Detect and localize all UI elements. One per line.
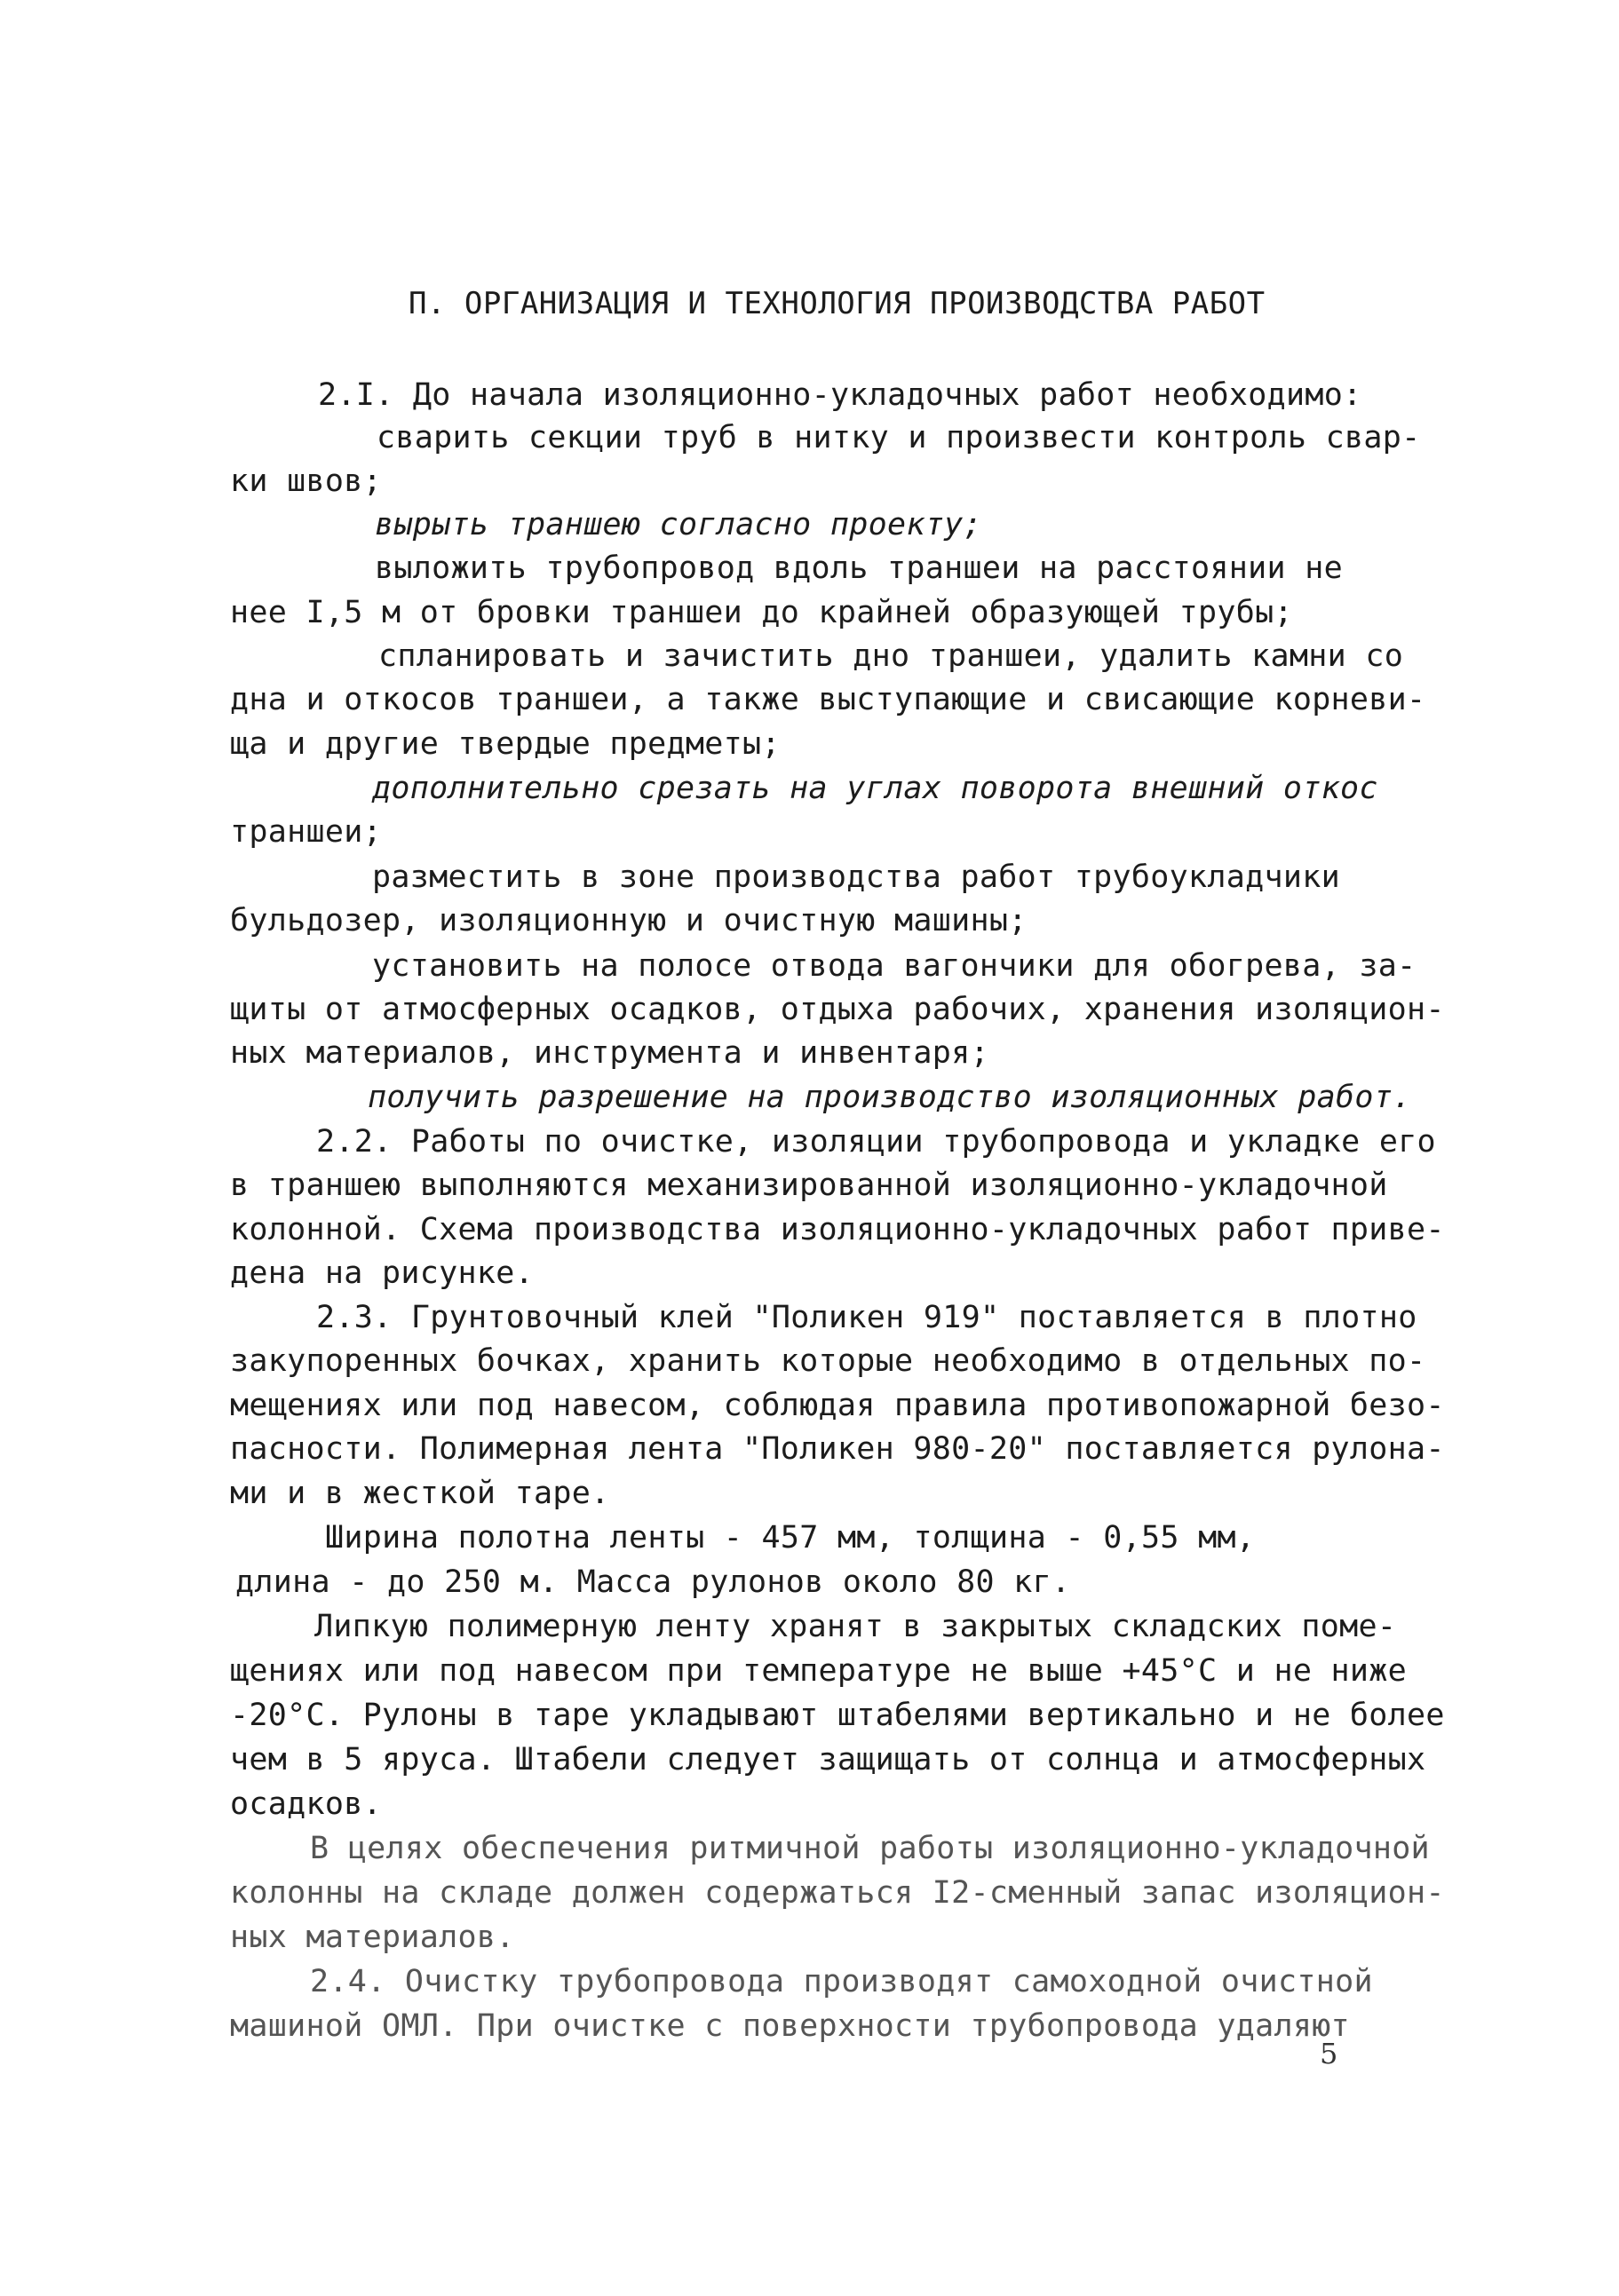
text-line: ки швов; <box>230 463 382 499</box>
text-line: щениях или под навесом при температуре не выше +45°С и не ниже <box>230 1653 1408 1689</box>
text-line: установить на полосе отвода вагончики для обогрева, за- <box>372 948 1417 984</box>
text-line: Ширина полотна ленты - 457 мм, толщина - 0,55 мм, <box>325 1520 1256 1556</box>
text-line: ми и в жесткой таре. <box>230 1476 610 1511</box>
text-line: ща и другие твердые предметы; <box>230 726 781 762</box>
text-line: 2.2. Работы по очистке, изоляции трубопровода и укладке его <box>316 1124 1436 1160</box>
page-number: 5 <box>1320 2037 1338 2070</box>
text-line: ных материалов, инструмента и инвентаря; <box>230 1035 989 1071</box>
text-line: машиной ОМЛ. При очистке с поверхности трубопровода удаляют <box>230 2008 1350 2044</box>
text-line: дена на рисунке. <box>230 1255 534 1291</box>
text-line: траншеи; <box>230 814 382 850</box>
section-title: П. ОРГАНИЗАЦИЯ И ТЕХНОЛОГИЯ ПРОИЗВОДСТВА РАБОТ <box>409 286 1266 321</box>
text-line: ных материалов. <box>230 1920 515 1955</box>
text-line: получить разрешение на производство изоляционных работ. <box>368 1080 1412 1115</box>
text-line: 2.4. Очистку трубопровода производят самоходной очистной <box>310 1964 1373 1999</box>
text-line: колонны на складе должен содержаться I2-сменный запас изоляцион- <box>230 1875 1445 1911</box>
text-line: разместить в зоне производства работ трубоукладчики <box>372 859 1340 895</box>
text-line: закупоренных бочках, хранить которые необходимо в отдельных по- <box>230 1343 1426 1379</box>
text-line: дна и откосов траншеи, а также выступающие и свисающие корневи- <box>230 682 1426 717</box>
text-line: щиты от атмосферных осадков, отдыха рабочих, хранения изоляцион- <box>230 992 1445 1027</box>
text-line: 2.I. До начала изоляционно-укладочных работ необходимо: <box>318 377 1362 413</box>
text-line: колонной. Схема производства изоляционно-укладочных работ приве- <box>230 1212 1445 1247</box>
text-line: вырыть траншею согласно проекту; <box>375 507 982 542</box>
text-line: в траншею выполняются механизированной изоляционно-укладочной <box>230 1168 1388 1203</box>
text-line: мещениях или под навесом, соблюдая правила противопожарной безо- <box>230 1388 1445 1423</box>
text-line: спланировать и зачистить дно траншеи, удалить камни со <box>378 638 1404 674</box>
text-line: длина - до 250 м. Масса рулонов около 80 кг. <box>235 1564 1071 1600</box>
text-line: бульдозер, изоляционную и очистную машины; <box>230 903 1028 938</box>
text-line: В целях обеспечения ритмичной работы изоляционно-укладочной <box>310 1831 1430 1866</box>
text-line: осадков. <box>230 1786 382 1822</box>
text-line: сварить секции труб в нитку и произвести контроль свар- <box>377 420 1421 455</box>
text-line: пасности. Полимерная лента "Поликен 980-20" поставляется рулона- <box>230 1431 1445 1467</box>
text-line: дополнительно срезать на углах поворота внешний откос <box>372 771 1378 806</box>
text-line: Липкую полимерную ленту хранят в закрытых складских поме- <box>314 1609 1397 1644</box>
text-line: чем в 5 яруса. Штабели следует защищать от солнца и атмосферных <box>230 1742 1426 1777</box>
text-line: выложить трубопровод вдоль траншеи на расстоянии не <box>375 550 1343 586</box>
text-line: -20°С. Рулоны в таре укладывают штабелями вертикально и не более <box>230 1698 1445 1733</box>
text-line: 2.3. Грунтовочный клей "Поликен 919" поставляется в плотно <box>316 1300 1417 1335</box>
text-line: нее I,5 м от бровки траншеи до крайней образующей трубы; <box>230 595 1293 630</box>
